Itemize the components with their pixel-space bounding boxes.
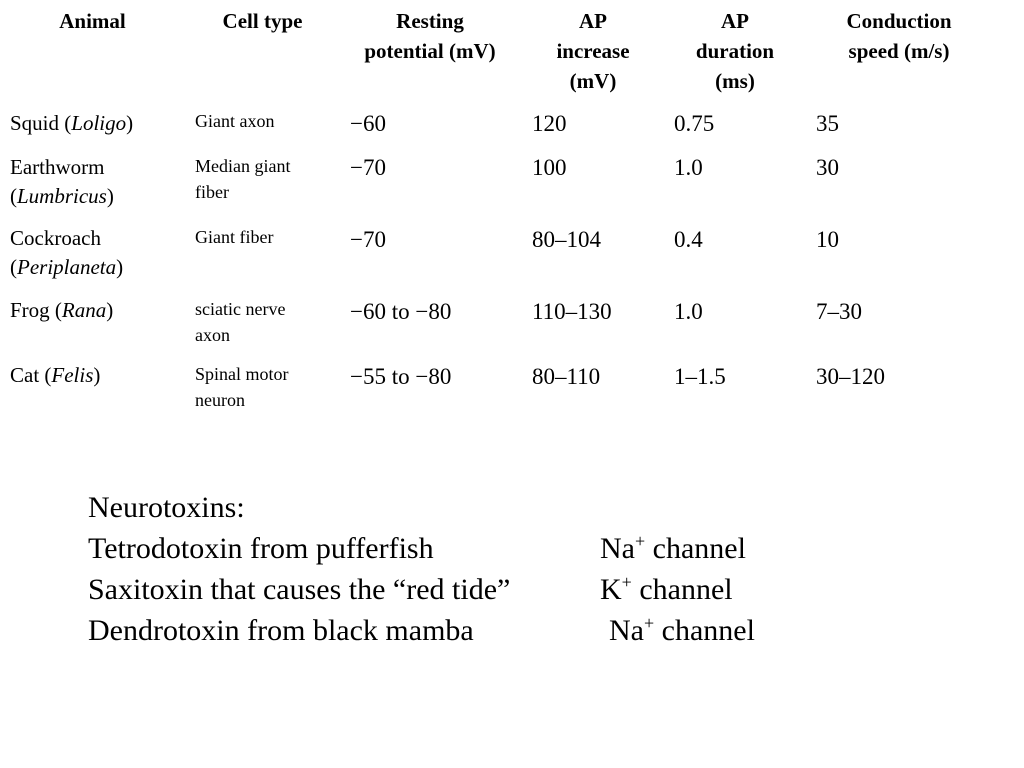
toxin-target — [600, 569, 733, 610]
ion-charge: + — [634, 531, 646, 552]
header-conduction-speed — [814, 6, 984, 66]
ion-symbol: Na — [609, 614, 644, 647]
ap-increase: 100 — [532, 155, 567, 180]
ap-duration: 0.75 — [674, 111, 715, 136]
toxin-name: Dendrotoxin from black mamba — [88, 614, 474, 647]
resting-potential: −70 — [350, 155, 386, 180]
cell-type: Median giant fiber — [195, 156, 291, 202]
header-ap-increase — [532, 6, 654, 96]
animal-genus: Rana — [61, 298, 107, 322]
cell-type: Spinal motor neuron — [195, 364, 289, 410]
resting-potential: −60 to −80 — [350, 299, 452, 324]
resting-potential: −70 — [350, 227, 386, 252]
animal-paren: ( — [10, 184, 17, 208]
resting-potential: −60 — [350, 111, 386, 136]
ion-charge: + — [643, 613, 655, 634]
header-cell-type-label: Cell type — [222, 9, 303, 33]
header-ap-duration-line3: (ms) — [715, 69, 755, 93]
conduction-speed: 30 — [816, 155, 839, 180]
header-ap-increase-line2: increase — [556, 39, 630, 63]
header-speed-line2: speed (m/s) — [848, 39, 950, 63]
resting-potential: −55 to −80 — [350, 364, 452, 389]
ap-increase: 80–110 — [532, 364, 601, 389]
animal-genus: Felis — [51, 363, 94, 387]
conduction-speed: 30–120 — [816, 364, 885, 389]
animal-common-name: Earthworm — [10, 155, 105, 179]
toxin-name: Tetrodotoxin from pufferfish — [88, 532, 434, 565]
ion-charge: + — [621, 572, 632, 593]
animal-common-name: Frog ( — [10, 298, 62, 322]
animal-name — [10, 109, 185, 138]
ap-duration: 1–1.5 — [674, 364, 726, 389]
toxin-target — [609, 610, 755, 651]
conduction-speed: 35 — [816, 111, 839, 136]
conduction-speed: 10 — [816, 227, 839, 252]
neurotoxins-heading: Neurotoxins: — [88, 491, 245, 524]
animal-name — [10, 296, 185, 325]
list-item — [88, 528, 746, 569]
animal-paren: ) — [106, 298, 114, 322]
ap-duration: 1.0 — [674, 155, 703, 180]
animal-genus: Loligo — [71, 111, 127, 135]
header-resting-line1: Resting — [396, 9, 464, 33]
list-item — [88, 569, 733, 610]
ap-increase: 120 — [532, 111, 567, 136]
channel-label: channel — [645, 532, 746, 565]
header-animal — [40, 6, 145, 36]
header-ap-duration-line2: duration — [695, 39, 775, 63]
header-ap-increase-line1: AP — [579, 9, 607, 33]
animal-paren: ) — [116, 255, 124, 279]
ion-symbol: Na — [600, 532, 635, 565]
animal-common-name: Cat ( — [10, 363, 52, 387]
header-speed-line1: Conduction — [846, 9, 952, 33]
animal-name — [10, 361, 185, 390]
conduction-speed: 7–30 — [816, 299, 862, 324]
animal-name — [10, 153, 185, 211]
cell-type: Giant axon — [195, 111, 275, 131]
header-animal-label: Animal — [59, 9, 126, 33]
ion-symbol: K — [600, 573, 622, 606]
ap-increase: 80–104 — [532, 227, 601, 252]
cell-type: sciatic nerve axon — [195, 299, 286, 345]
toxin-name: Saxitoxin that causes the “red tide” — [88, 573, 511, 606]
animal-genus: Lumbricus — [17, 184, 107, 208]
toxin-target — [600, 528, 746, 569]
header-ap-increase-line3: (mV) — [569, 69, 617, 93]
header-ap-duration — [674, 6, 796, 96]
header-resting-line2: potential (mV) — [364, 39, 496, 63]
ap-duration: 0.4 — [674, 227, 703, 252]
animal-common-name: Cockroach — [10, 226, 101, 250]
neurotoxins-list — [88, 487, 755, 651]
animal-paren: ( — [10, 255, 17, 279]
channel-label: channel — [631, 573, 733, 606]
animal-paren: ) — [106, 184, 114, 208]
animal-common-name: Squid ( — [10, 111, 72, 135]
header-cell-type — [195, 6, 330, 36]
ap-duration: 1.0 — [674, 299, 703, 324]
header-ap-duration-line1: AP — [721, 9, 749, 33]
header-resting-potential — [340, 6, 520, 66]
channel-label: channel — [654, 614, 755, 647]
animal-paren: ) — [126, 111, 134, 135]
animal-paren: ) — [93, 363, 101, 387]
ap-increase: 110–130 — [532, 299, 612, 324]
list-item — [88, 610, 755, 651]
animal-genus: Periplaneta — [17, 255, 117, 279]
cell-type: Giant fiber — [195, 227, 274, 247]
animal-name — [10, 224, 185, 282]
